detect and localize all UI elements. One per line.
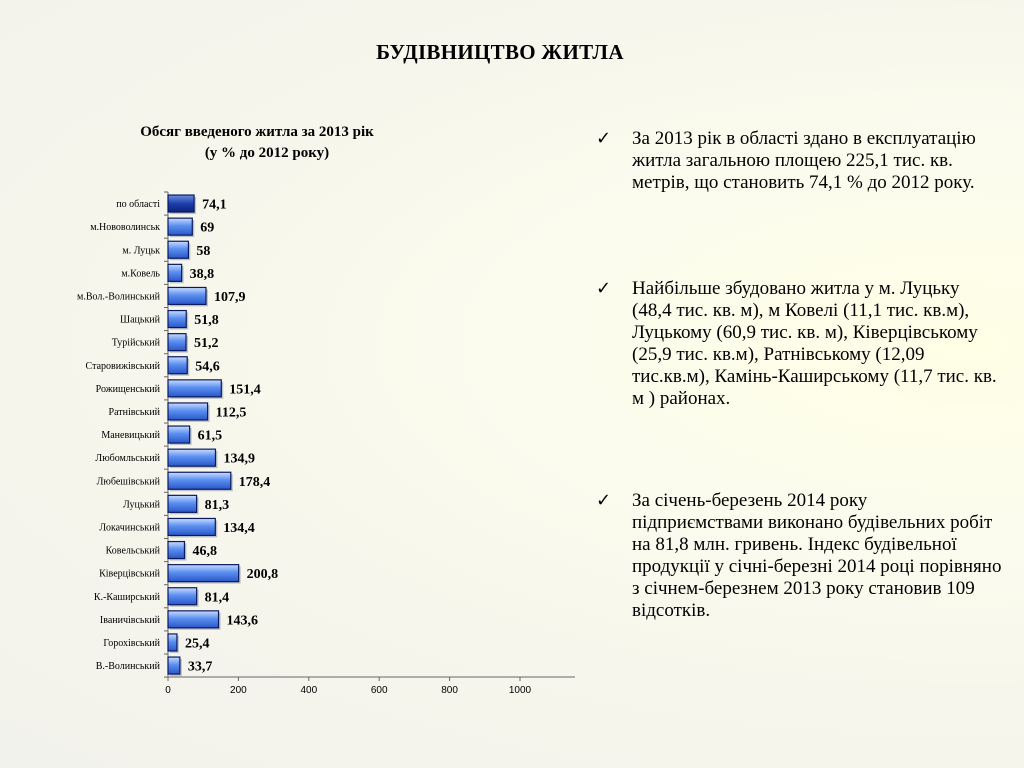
category-label: Старовижівський: [85, 360, 160, 372]
data-label: 25,4: [184, 636, 210, 652]
data-label: 58: [196, 243, 211, 259]
data-label: 178,4: [238, 474, 271, 490]
data-label: 51,8: [194, 313, 219, 329]
bar: [168, 588, 197, 605]
data-label: 134,4: [223, 520, 255, 536]
category-label: Турійський: [111, 337, 160, 349]
checkmark-icon: ✓: [596, 278, 612, 299]
bar: [168, 195, 194, 212]
checkmark-icon: ✓: [596, 128, 612, 149]
chart-subtitle: (у % до 2012 року): [204, 145, 330, 161]
data-label: 112,5: [215, 405, 247, 421]
data-label: 151,4: [229, 382, 261, 398]
bar: [168, 449, 215, 466]
bar: [168, 657, 180, 674]
category-label: Ратнівський: [108, 406, 160, 418]
category-label: Любомльський: [95, 453, 160, 465]
bar-chart: [0, 110, 590, 710]
x-tick-label: 1000: [508, 685, 532, 696]
category-label: Рожищенський: [95, 383, 160, 395]
bullet-text: За 2013 рік в області здано в експлуатацію житла загальною площею 225,1 тис. кв. метрів, що становить 74,1 % до 2012 року.: [632, 128, 976, 193]
bar: [168, 634, 177, 651]
bar: [168, 403, 208, 420]
bar: [168, 287, 206, 304]
bar: [168, 495, 197, 512]
chart-title: Обсяг введеного житла за 2013 рік: [140, 124, 374, 140]
data-label: 107,9: [213, 289, 246, 305]
category-label: Ковельський: [105, 545, 160, 557]
category-label: Маневицький: [101, 430, 160, 442]
category-label: м.Ковель: [121, 268, 160, 280]
data-label: 81,3: [204, 497, 230, 513]
category-label: Шацький: [120, 314, 160, 326]
bar: [168, 542, 184, 559]
x-tick-label: 400: [300, 685, 318, 696]
bar: [168, 357, 187, 374]
category-label: Луцький: [122, 499, 160, 511]
data-label: 54,6: [195, 359, 220, 375]
data-label: 38,8: [189, 266, 215, 282]
category-label: Горохівський: [103, 637, 160, 649]
category-label: В.-Волинський: [95, 661, 160, 673]
data-label: 143,6: [226, 613, 259, 629]
data-label: 46,8: [192, 544, 217, 560]
data-label: 33,7: [187, 659, 213, 675]
bar: [168, 611, 219, 628]
x-tick-label: 200: [230, 685, 247, 696]
x-tick-label: 800: [441, 685, 458, 696]
category-label: Локачинський: [99, 522, 160, 534]
bar: [168, 241, 188, 258]
data-label: 134,9: [223, 451, 255, 467]
category-label: по області: [116, 199, 160, 211]
data-label: 74,1: [202, 197, 227, 213]
x-tick-label: 600: [370, 685, 388, 696]
category-label: Іваничівський: [99, 614, 160, 626]
category-label: К.-Каширський: [93, 591, 160, 603]
bar: [168, 264, 182, 281]
category-label: м.Вол.-Волинський: [77, 291, 160, 303]
data-label: 51,2: [194, 336, 219, 352]
data-label: 69: [200, 220, 215, 236]
bullet-text: Найбільше збудовано житла у м. Луцьку (48,4 тис. кв. м), м Ковелі (11,1 тис. кв.м), Луцькому (60,9 тис. кв. м), Ківерцівському (25,9 тис. кв.м), Ратнівському (12,09 тис.кв.м), Камінь-Каширському (11,7 тис. кв. м ) районах.: [632, 278, 997, 409]
bar: [168, 518, 215, 535]
data-label: 81,4: [204, 590, 230, 606]
bar: [168, 218, 192, 235]
bar: [168, 472, 231, 489]
x-tick-label: 0: [165, 685, 171, 696]
bar: [168, 565, 239, 582]
bar: [168, 334, 186, 351]
category-label: м. Луцьк: [122, 245, 160, 257]
category-label: Ківерцівський: [99, 568, 160, 580]
bar: [168, 311, 186, 328]
checkmark-icon: ✓: [596, 490, 612, 511]
category-label: Любешівський: [96, 476, 160, 488]
bar: [168, 380, 221, 397]
bullet-text: За січень-березень 2014 року підприємствами виконано будівельних робіт на 81,8 млн. гривень. Індекс будівельної продукції у січні-березні 2014 році порівняно з січнем-березнем 2013 року становив 109 відсотків.: [632, 490, 1002, 621]
bar: [168, 426, 190, 443]
slide-title: БУДІВНИЦТВО ЖИТЛА: [376, 40, 624, 64]
data-label: 200,8: [246, 567, 279, 583]
category-label: м.Нововолинськ: [90, 222, 160, 234]
data-label: 61,5: [197, 428, 223, 444]
